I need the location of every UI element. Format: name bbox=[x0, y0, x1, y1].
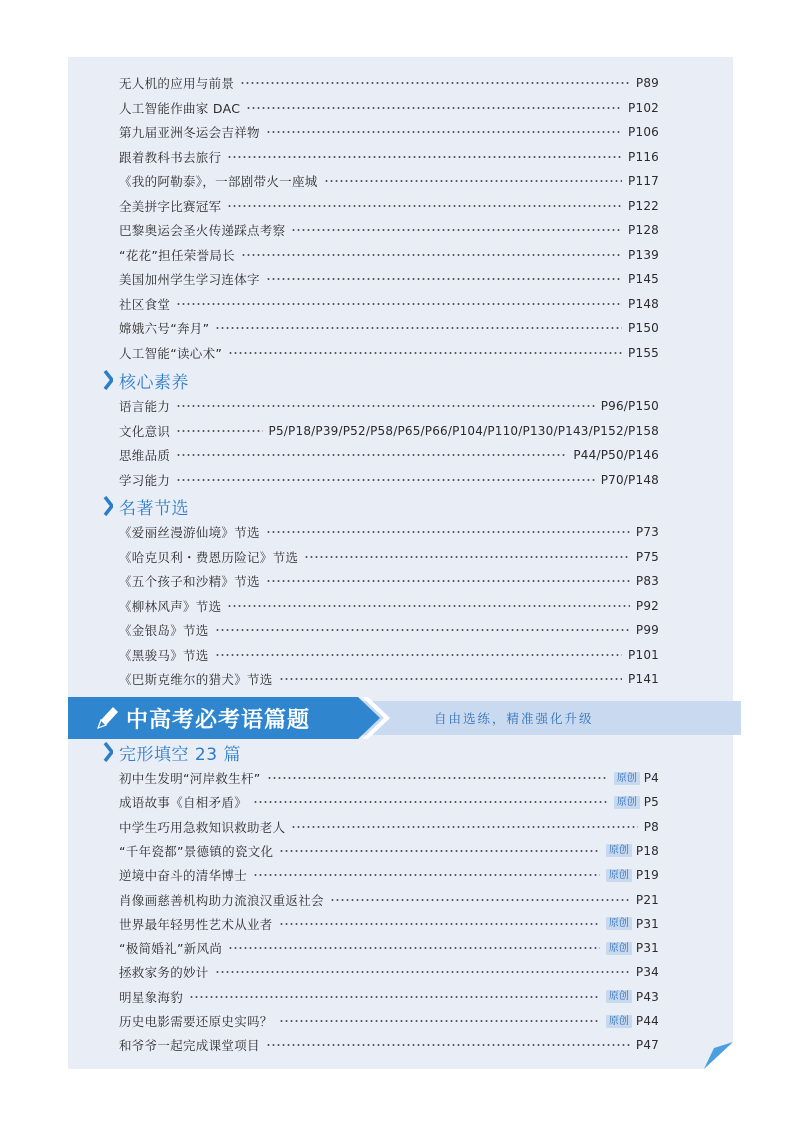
toc-entry[interactable] bbox=[119, 74, 659, 92]
dot-leader bbox=[176, 479, 595, 481]
toc-entry-title: 历史电影需要还原史实吗？ bbox=[119, 1014, 273, 1029]
toc-entry[interactable] bbox=[119, 548, 659, 566]
toc-entry-page: P75 bbox=[635, 549, 659, 564]
original-badge: 原创 bbox=[606, 917, 632, 930]
toc-entry-title: 明星象海豹 bbox=[119, 989, 184, 1005]
dot-leader bbox=[227, 605, 629, 607]
dot-leader bbox=[266, 1044, 630, 1046]
toc-entry-title: 《五个孩子和沙精》节选 bbox=[119, 574, 260, 589]
toc-entry-page: P101 bbox=[628, 647, 659, 662]
page-fold-corner bbox=[704, 1042, 733, 1069]
toc-entry-title: “千年瓷都”景德镇的瓷文化 bbox=[119, 843, 274, 859]
dot-leader bbox=[291, 826, 637, 828]
banner-chevron bbox=[348, 697, 418, 739]
toc-entry-page: P145 bbox=[628, 272, 659, 286]
toc-entry[interactable] bbox=[119, 939, 659, 957]
toc-entry-title: “花花”担任荣誉局长 bbox=[119, 247, 235, 263]
original-badge: 原创 bbox=[606, 942, 632, 955]
toc-entry-title: 人工智能“读心术” bbox=[119, 345, 223, 361]
toc-entry[interactable] bbox=[119, 915, 659, 933]
toc-entry-title: 和爷爷一起完成课堂项目 bbox=[119, 1038, 260, 1054]
toc-entry[interactable] bbox=[119, 793, 659, 811]
toc-entry-title: 中学生巧用急救知识救助老人 bbox=[119, 819, 286, 835]
dot-leader bbox=[228, 947, 600, 949]
toc-entry-page: P89 bbox=[635, 76, 659, 90]
dot-leader bbox=[279, 1020, 600, 1022]
toc-entry-page: P116 bbox=[628, 149, 659, 164]
toc-entry-page: P102 bbox=[628, 100, 659, 115]
section-heading-core bbox=[103, 368, 189, 392]
toc-entry-title: 《黑骏马》节选 bbox=[119, 647, 209, 663]
toc-entry-title: 嫦娥六号“奔月” bbox=[119, 321, 210, 336]
toc-entry-title: “极简婚礼”新风尚 bbox=[119, 941, 223, 957]
toc-entry[interactable] bbox=[119, 572, 659, 590]
banner-title: 中高考必考语篇题 bbox=[126, 708, 311, 733]
original-badge: 原创 bbox=[606, 1015, 632, 1028]
dot-leader bbox=[189, 996, 600, 998]
toc-entry-page: P5 bbox=[643, 795, 659, 810]
toc-entry[interactable] bbox=[119, 471, 659, 489]
toc-entry-title: 《柳林风声》节选 bbox=[119, 598, 222, 614]
toc-entry-page: P44/P50/P146 bbox=[573, 448, 659, 462]
toc-entry-page: P21 bbox=[635, 892, 659, 907]
original-badge: 原创 bbox=[606, 869, 632, 882]
pencil-icon bbox=[94, 704, 120, 732]
toc-entry[interactable] bbox=[119, 523, 659, 541]
toc-entry-title: 肖像画慈善机构助力流浪汉重返社会 bbox=[119, 892, 324, 908]
dot-leader bbox=[228, 352, 622, 354]
toc-entry[interactable] bbox=[119, 270, 659, 288]
section-arrow-icon bbox=[103, 496, 113, 516]
dot-leader bbox=[266, 278, 622, 280]
dot-leader bbox=[266, 580, 630, 582]
dot-leader bbox=[291, 229, 622, 231]
dot-leader bbox=[330, 899, 630, 901]
toc-entry[interactable] bbox=[119, 172, 659, 190]
toc-entry-title: 语言能力 bbox=[119, 399, 171, 414]
dot-leader bbox=[304, 556, 630, 558]
toc-entry-page: P99 bbox=[635, 623, 659, 637]
toc-entry-page: P34 bbox=[635, 965, 659, 980]
dot-leader bbox=[240, 82, 630, 84]
toc-entry-page: P148 bbox=[628, 296, 659, 311]
toc-entry[interactable] bbox=[119, 319, 659, 337]
toc-entry-page: P155 bbox=[628, 345, 659, 360]
section-arrow-icon bbox=[103, 370, 113, 390]
toc-entry-page: P47 bbox=[635, 1038, 659, 1053]
dot-leader bbox=[266, 531, 630, 533]
original-badge: 原创 bbox=[606, 990, 632, 1003]
dot-leader bbox=[324, 180, 622, 182]
toc-entry-page: P19 bbox=[635, 868, 659, 883]
toc-entry-page: P73 bbox=[635, 525, 659, 539]
section-heading-cloze bbox=[103, 740, 241, 764]
toc-entry-title: 巴黎奥运会圣火传递踩点考察 bbox=[119, 223, 286, 238]
dot-leader bbox=[267, 777, 608, 779]
toc-entry[interactable] bbox=[119, 221, 659, 239]
toc-entry[interactable] bbox=[119, 446, 659, 464]
dot-leader bbox=[227, 156, 622, 158]
dot-leader bbox=[215, 654, 622, 656]
toc-entry-title: 《爱丽丝漫游仙境》节选 bbox=[119, 525, 260, 540]
section-arrow-icon bbox=[103, 742, 113, 762]
toc-entry[interactable] bbox=[119, 246, 659, 264]
toc-entry-title: 社区食堂 bbox=[119, 296, 171, 312]
toc-entry[interactable] bbox=[119, 891, 659, 909]
toc-entry[interactable] bbox=[119, 769, 659, 787]
toc-entry-title: 《我的阿勒泰》，一部剧带火一座城 bbox=[119, 174, 318, 189]
dot-leader bbox=[279, 850, 600, 852]
dot-leader bbox=[253, 874, 600, 876]
toc-entry[interactable] bbox=[119, 988, 659, 1006]
toc-entry-page: P43 bbox=[635, 989, 659, 1004]
toc-entry[interactable] bbox=[119, 670, 659, 688]
dot-leader bbox=[241, 254, 622, 256]
banner-subtitle: 自由选练，精准强化升级 bbox=[434, 711, 594, 726]
toc-entry-title: 世界最年轻男性艺术从业者 bbox=[119, 916, 273, 932]
toc-entry[interactable] bbox=[119, 963, 659, 981]
toc-entry-page: P70/P148 bbox=[600, 472, 659, 487]
toc-entry-page: P31 bbox=[635, 916, 659, 931]
toc-entry-page: P117 bbox=[628, 174, 659, 188]
toc-entry-title: 《哈克贝利・费恩历险记》节选 bbox=[119, 549, 299, 565]
toc-entry[interactable] bbox=[119, 818, 659, 836]
toc-entry[interactable] bbox=[119, 597, 659, 615]
dot-leader bbox=[176, 303, 622, 305]
toc-entry-title: 《金银岛》节选 bbox=[119, 623, 209, 638]
dot-leader bbox=[176, 454, 567, 456]
section-heading-classics bbox=[103, 494, 189, 518]
dot-leader bbox=[246, 107, 622, 109]
toc-entry-page: P18 bbox=[635, 843, 659, 858]
toc-entry-title: 全美拼字比赛冠军 bbox=[119, 198, 222, 214]
dot-leader bbox=[176, 405, 595, 407]
dot-leader bbox=[279, 678, 622, 680]
toc-entry[interactable] bbox=[119, 646, 659, 664]
dot-leader bbox=[253, 801, 608, 803]
dot-leader bbox=[215, 327, 622, 329]
toc-entry[interactable] bbox=[119, 197, 659, 215]
toc-entry[interactable] bbox=[119, 422, 659, 440]
chapter-banner bbox=[68, 697, 741, 739]
toc-entry[interactable] bbox=[119, 344, 659, 362]
section-title: 名著节选 bbox=[119, 498, 189, 519]
toc-entry-title: 跟着教科书去旅行 bbox=[119, 149, 222, 165]
toc-entry-page: P122 bbox=[628, 198, 659, 213]
toc-entry-page: P31 bbox=[635, 941, 659, 956]
toc-entry-page: P141 bbox=[628, 672, 659, 686]
dot-leader bbox=[266, 131, 622, 133]
toc-entry-title: 《巴斯克维尔的猎犬》节选 bbox=[119, 672, 273, 687]
dot-leader bbox=[215, 629, 630, 631]
original-badge: 原创 bbox=[606, 844, 632, 857]
dot-leader bbox=[279, 923, 600, 925]
toc-entry-page: P8 bbox=[643, 819, 659, 834]
original-badge: 原创 bbox=[614, 796, 640, 809]
toc-entry-page: P96/P150 bbox=[600, 399, 659, 413]
toc-entry[interactable] bbox=[119, 295, 659, 313]
toc-entry-title: 文化意识 bbox=[119, 423, 171, 439]
toc-entry[interactable] bbox=[119, 866, 659, 884]
toc-entry-title: 思维品质 bbox=[119, 448, 171, 463]
dot-leader bbox=[215, 971, 630, 973]
toc-entry-title: 人工智能作曲家 DAC bbox=[119, 100, 241, 116]
toc-entry-page: P44 bbox=[635, 1014, 659, 1028]
toc-entry-title: 学习能力 bbox=[119, 472, 171, 488]
toc-entry-title: 第九届亚洲冬运会吉祥物 bbox=[119, 125, 260, 140]
toc-entry-page: P83 bbox=[635, 574, 659, 588]
toc-entry-page: P139 bbox=[628, 247, 659, 262]
toc-entry-title: 美国加州学生学习连体字 bbox=[119, 272, 260, 287]
dot-leader bbox=[176, 430, 262, 432]
toc-entry-title: 成语故事《自相矛盾》 bbox=[119, 795, 248, 811]
toc-entry[interactable] bbox=[119, 99, 659, 117]
toc-entry-title: 逆境中奋斗的清华博士 bbox=[119, 868, 248, 884]
toc-entry-title: 拯救家务的妙计 bbox=[119, 965, 209, 981]
toc-entry[interactable] bbox=[119, 1036, 659, 1054]
toc-entry-page: P5/P18/P39/P52/P58/P65/P66/P104/P110/P130/P143/P152/P158 bbox=[268, 423, 659, 438]
toc-entry[interactable] bbox=[119, 842, 659, 860]
original-badge: 原创 bbox=[614, 772, 640, 785]
toc-entry-page: P106 bbox=[628, 125, 659, 139]
toc-entry-page: P92 bbox=[635, 598, 659, 613]
toc-entry[interactable] bbox=[119, 1012, 659, 1030]
toc-entry-title: 无人机的应用与前景 bbox=[119, 76, 235, 91]
toc-entry[interactable] bbox=[119, 123, 659, 141]
toc-entry-page: P150 bbox=[628, 321, 659, 335]
toc-entry[interactable] bbox=[119, 148, 659, 166]
toc-entry-page: P128 bbox=[628, 223, 659, 237]
dot-leader bbox=[227, 205, 622, 207]
section-title: 完形填空 23 篇 bbox=[119, 744, 241, 765]
toc-entry-title: 初中生发明“河岸救生杆” bbox=[119, 771, 261, 786]
toc-entry[interactable] bbox=[119, 397, 659, 415]
toc-entry-page: P4 bbox=[643, 771, 659, 785]
toc-entry[interactable] bbox=[119, 621, 659, 639]
section-title: 核心素养 bbox=[119, 372, 189, 393]
